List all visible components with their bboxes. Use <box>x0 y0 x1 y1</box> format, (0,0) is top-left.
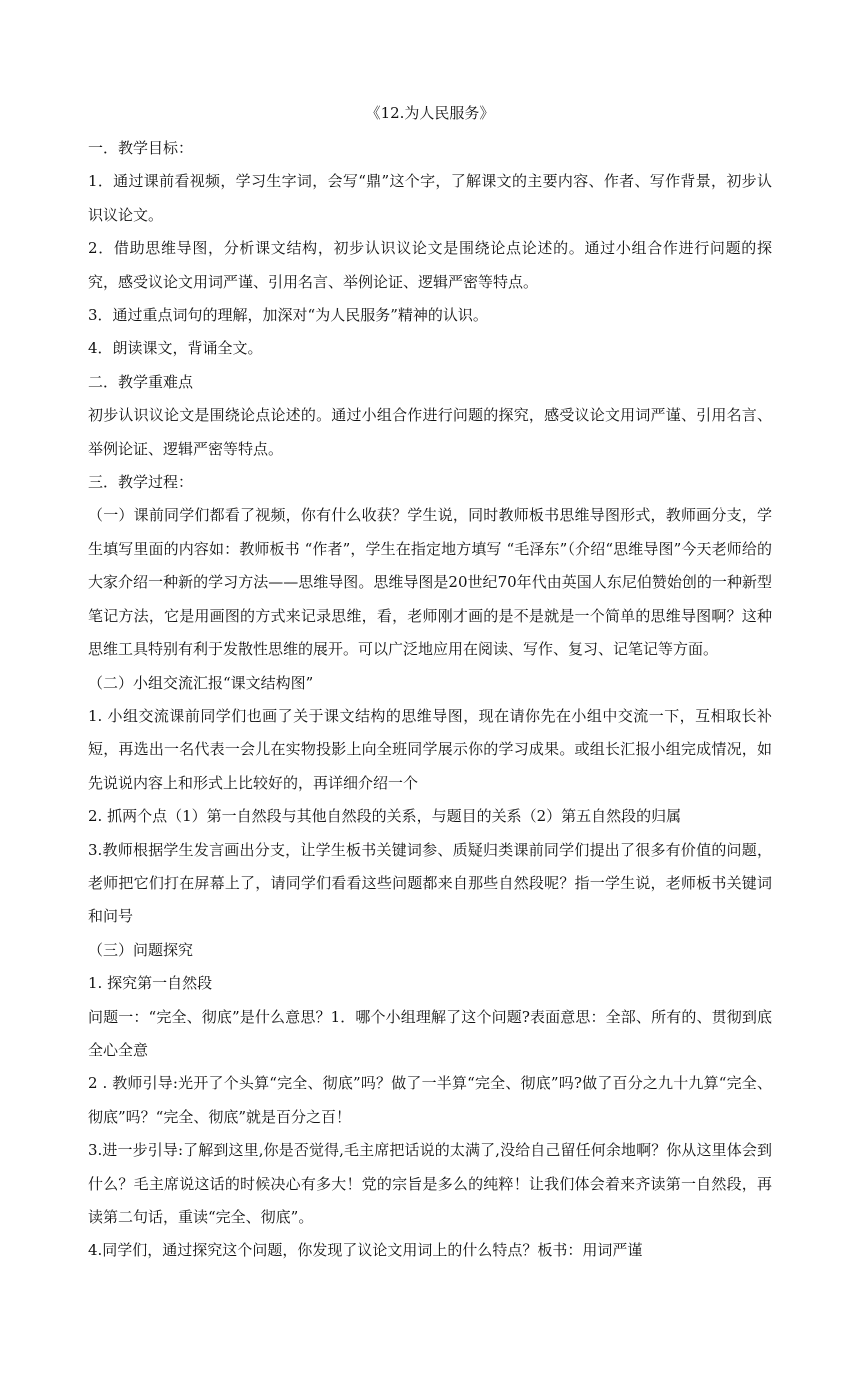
section-heading-objectives: 一．教学目标： <box>88 139 194 157</box>
process-step-2-heading: （二）小组交流汇报“课文结构图” <box>88 673 314 692</box>
objective-4: 4．朗读课文，背诵全文。 <box>88 339 263 358</box>
section-heading-key-points: 二．教学重难点 <box>88 372 194 391</box>
document-title: 《12.为人民服务》 <box>365 104 495 122</box>
teacher-guidance-4: 4.同学们，通过探究这个问题，你发现了议论文用词上的什么特点？板书：用词严谨 <box>88 1241 643 1260</box>
teacher-guidance-2: 2 . 教师引导:光开了个头算“完全、彻底”吗？做了一半算“完全、彻底”吗?做了百分之九十九算“完全、彻底”吗？“完全、彻底”就是百分之百！ <box>88 1074 772 1126</box>
process-step-1: （一）课前同学们都看了视频，你有什么收获？学生说，同时教师板书思维导图形式，教师画分支，学生填写里面的内容如：教师板书 “作者”，学生在指定地方填写 “毛泽东”（介绍“思维导图”今天老师给的大家介绍一种新的学习方法——思维导图。思维导图是20世纪70年代由英国人东尼伯赞始创的一种新型笔记方法，它是用画图的方式来记录思维，看，老师刚才画的是不是就是一个简单的思维导图啊？这种思维工具特别有利于发散性思维的展开。可以广泛地应用在阅读、写作、复习、记笔记等方面。 <box>88 506 772 659</box>
teacher-guidance-3: 3.进一步引导:了解到这里,你是否觉得,毛主席把话说的太满了,没给自己留任何余地啊？你从这里体会到什么？毛主席说这话的时候决心有多大！党的宗旨是多么的纯粹！让我们体会着来齐读第一自然段，再读第二句话，重读“完全、彻底”。 <box>88 1141 772 1226</box>
objective-3: 3．通过重点词句的理解，加深对“为人民服务”精神的认识。 <box>88 306 488 325</box>
objective-1: 1．通过课前看视频，学习生字词，会写“鼎”这个字，了解课文的主要内容、作者、写作背景，初步认识议论文。 <box>88 172 772 224</box>
document-page <box>88 98 772 1268</box>
process-step-2-item-2: 2. 抓两个点（1）第一自然段与其他自然段的关系，与题目的关系（2）第五自然段的归属 <box>88 807 682 826</box>
process-step-3-heading: （三）问题探究 <box>88 940 194 959</box>
objective-2: 2．借助思维导图，分析课文结构，初步认识议论文是围绕论点论述的。通过小组合作进行问题的探究，感受议论文用词严谨、引用名言、举例论证、逻辑严密等特点。 <box>88 239 772 291</box>
process-step-2-item-1: 1. 小组交流课前同学们也画了关于课文结构的思维导图，现在请你先在小组中交流一下，互相取长补短，再选出一名代表一会儿在实物投影上向全班同学展示你的学习成果。或组长汇报小组完成情况，如先说说内容上和形式上比较好的，再详细介绍一个 <box>88 706 772 792</box>
question-one: 问题一：“完全、彻底”是什么意思？1．哪个小组理解了这个问题?表面意思：全部、所有的、贯彻到底全心全意 <box>88 1007 772 1059</box>
section-heading-process: 三．教学过程： <box>88 473 194 492</box>
process-step-2-item-3: 3.教师根据学生发言画出分支，让学生板书关键词参、质疑归类课前同学们提出了很多有价值的问题，老师把它们打在屏幕上了，请同学们看看这些问题都来自那些自然段呢？指一学生说，老师板书关键词和问号 <box>88 840 772 926</box>
key-points-text: 初步认识议论文是围绕论点论述的。通过小组合作进行问题的探究，感受议论文用词严谨、引用名言、举例论证、逻辑严密等特点。 <box>88 406 772 458</box>
process-step-3-item-1: 1. 探究第一自然段 <box>88 974 213 993</box>
